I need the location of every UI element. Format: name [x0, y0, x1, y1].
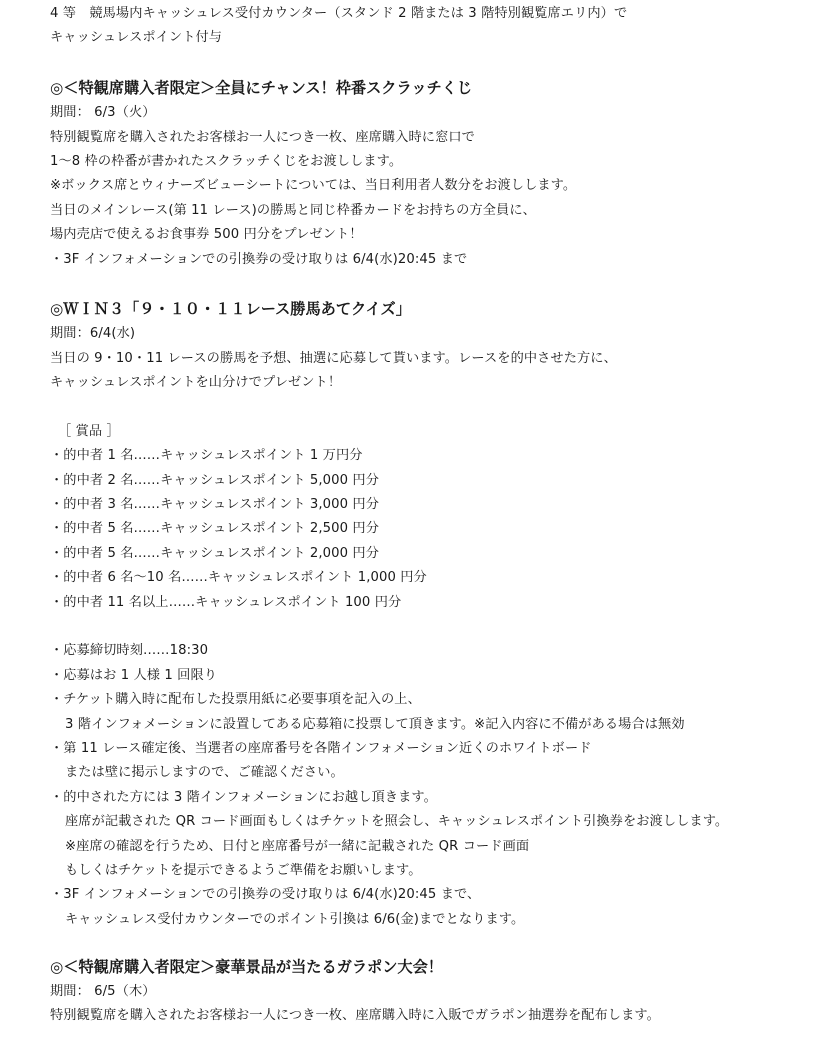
body-line: 場内売店で使えるお食事券 500 円分をプレゼント！	[50, 227, 363, 243]
spacer	[50, 51, 820, 75]
prize-heading: ［ 賞品 ］	[58, 423, 120, 439]
prize-item: ・的中者 3 名……キャッシュレスポイント 3,000 円分	[50, 497, 379, 513]
body-line: キャッシュレスポイントを山分けでプレゼント！	[50, 375, 342, 391]
note-item: ・チケット購入時に配布した投票用紙に必要事項を記入の上、	[50, 692, 421, 708]
section-title-garapon: ◎＜特観席購入者限定＞豪華景品が当たるガラポン大会！	[50, 958, 443, 977]
note-item-continued: ※座席の確認を行うため、日付と座席番号が一緒に記載された QR コード画面	[65, 838, 530, 854]
note-item: ・応募はお 1 人様 1 回限り	[50, 667, 218, 683]
intro-line: 4 等 競馬場内キャッシュレス受付カウンター（スタンド 2 階または 3 階特別観覧席エリ内）で	[50, 6, 628, 21]
intro-line: キャッシュレスポイント付与	[50, 30, 223, 46]
section-title-scratch-lottery: ◎＜特観席購入者限定＞全員にチャンス！枠番スクラッチくじ	[50, 79, 473, 98]
note-item: ・的中された方には 3 階インフォメーションにお越し頂きます。	[50, 789, 437, 805]
body-line: 当日のメインレース(第 11 レース)の勝馬と同じ枠番カードをお持ちの方全員に、	[50, 202, 536, 218]
document-page	[50, 2, 820, 1029]
section-period: 期間： 6/5（木）	[50, 984, 156, 1000]
prize-item: ・的中者 1 名……キャッシュレスポイント 1 万円分	[50, 448, 363, 464]
body-line: ・3F インフォメーションでの引換券の受け取りは 6/4(水)20:45 まで	[50, 251, 468, 267]
note-item-continued: または壁に掲示しますので、ご確認ください。	[65, 765, 344, 781]
note-item: ・3F インフォメーションでの引換券の受け取りは 6/4(水)20:45 まで、	[50, 887, 481, 903]
note-item: ・第 11 レース確定後、当選者の座席番号を各階インフォメーション近くのホワイトボード	[50, 740, 592, 756]
spacer	[50, 395, 820, 419]
note-item-continued: もしくはチケットを提示できるようご準備をお願いします。	[65, 862, 422, 878]
body-line: 特別観覧席を購入されたお客様お一人につき一枚、座席購入時に窓口で	[50, 129, 475, 145]
note-item: ・応募締切時刻……18:30	[50, 643, 209, 659]
prize-item: ・的中者 2 名……キャッシュレスポイント 5,000 円分	[50, 472, 379, 488]
section-period: 期間： 6/3（火）	[50, 105, 156, 121]
prize-item: ・的中者 5 名……キャッシュレスポイント 2,000 円分	[50, 545, 379, 561]
prize-item: ・的中者 6 名〜10 名……キャッシュレスポイント 1,000 円分	[50, 570, 427, 586]
body-line: 特別観覧席を購入されたお客様お一人につき一枚、座席購入時に入販でガラポン抽選券を配布します。	[50, 1008, 660, 1024]
prize-item: ・的中者 11 名以上……キャッシュレスポイント 100 円分	[50, 594, 402, 610]
note-item-continued: キャッシュレス受付カウンターでのポイント引換は 6/6(金)までとなります。	[65, 911, 525, 927]
section-period: 期間：6/4(水)	[50, 326, 136, 342]
spacer	[50, 615, 820, 639]
prize-item: ・的中者 5 名……キャッシュレスポイント 2,500 円分	[50, 521, 379, 537]
spacer	[50, 272, 820, 296]
note-item-continued: 3 階インフォメーションに設置してある応募箱に投票して頂きます。※記入内容に不備がある場合は無効	[65, 716, 685, 732]
spacer	[50, 932, 820, 954]
note-item-continued: 座席が記載された QR コード画面もしくはチケットを照会し、キャッシュレスポイント引換券をお渡しします。	[65, 814, 729, 830]
section-title-win3-quiz: ◎ＷＩＮ３「９・１０・１１レース勝馬あてクイズ」	[50, 300, 411, 319]
body-line: 当日の 9・10・11 レースの勝馬を予想、抽選に応募して貰います。レースを的中させた方に、	[50, 350, 617, 366]
body-line: 1〜8 枠の枠番が書かれたスクラッチくじをお渡しします。	[50, 153, 403, 169]
body-line: ※ボックス席とウィナーズビューシートについては、当日利用者人数分をお渡しします。	[50, 178, 577, 194]
